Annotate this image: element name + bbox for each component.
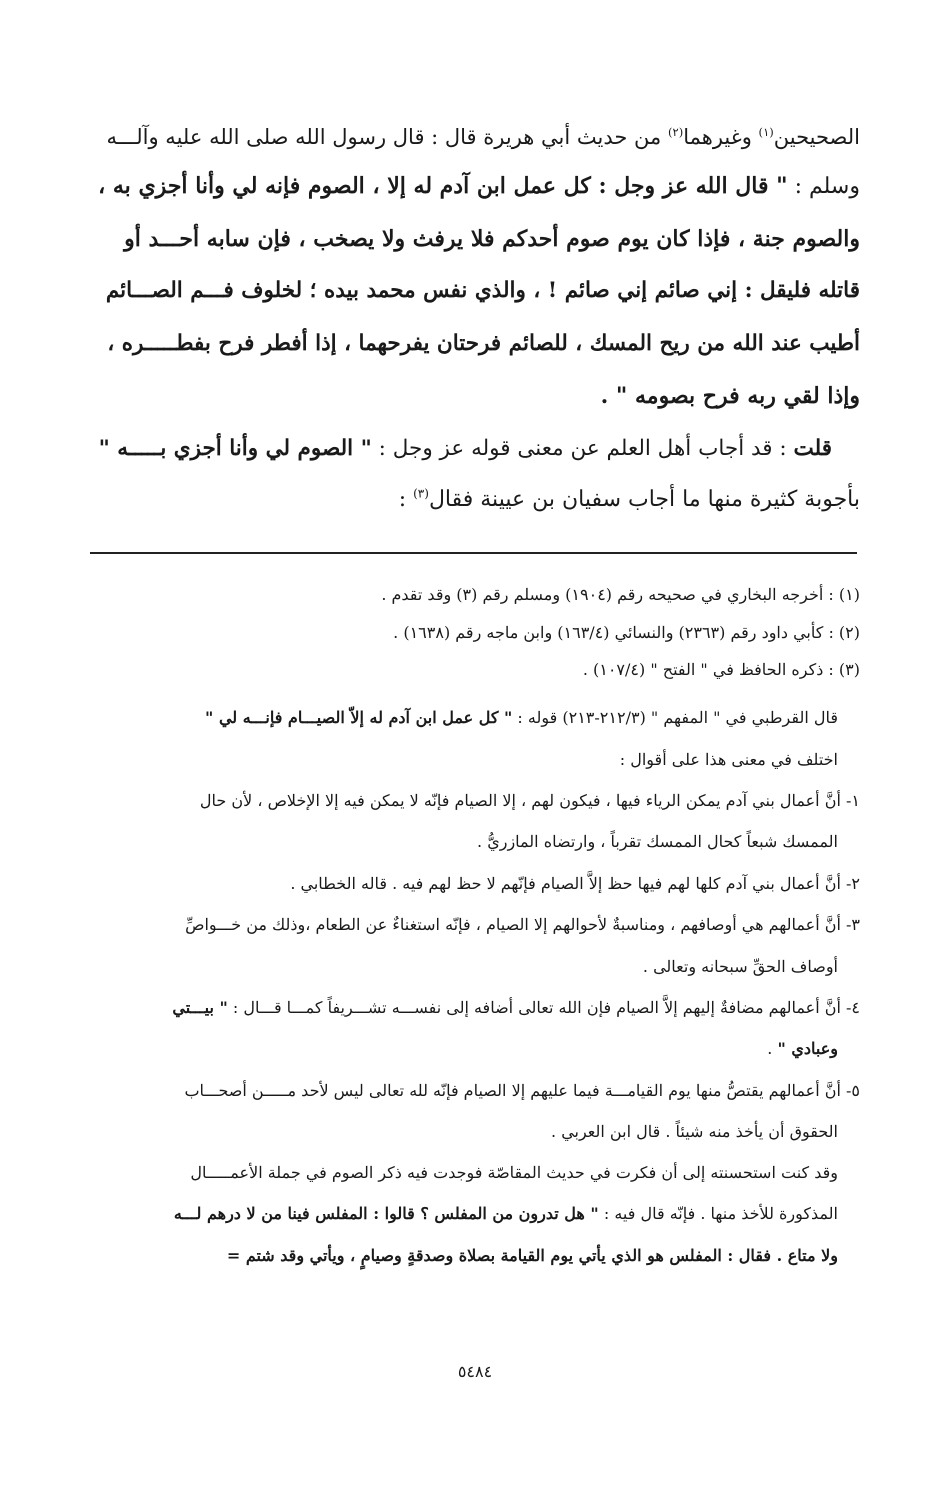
footnote-line: (١) : أخرجه البخاري في صحيحه رقم (١٩٠٤) ومسلم رقم (٣) وقد تقدم . bbox=[381, 585, 860, 604]
text-span: وقد كنت استحسنته إلى أن فكرت في حديث المقاصّة فوجدت فيه ذكر الصوم في جملة الأعمـــــال bbox=[190, 1163, 838, 1182]
text-span: قال القرطبي في " المفهم " (٢١٢/٣-٢١٣) قوله : bbox=[512, 708, 838, 727]
text-span: وسلم : bbox=[787, 174, 860, 199]
main-text-line bbox=[92, 434, 860, 464]
qult-label: قلت bbox=[793, 436, 832, 461]
footnote-marker: (٢) bbox=[667, 125, 684, 139]
hadith-text: " قال الله عز وجل : كل عمل ابن آدم له إلا ، الصوم فإنه لي وأنا أجزي به ، bbox=[98, 173, 788, 199]
text-span: اختلف في معنى هذا على أقوال : bbox=[619, 750, 838, 769]
footnote-line: ٥- أنَّ أعمالهم يقتصُّ منها يوم القيامـــة فيما عليهم إلا الصيام فإنّه لله تعالى ليس لأحد مـــــن أصحـــاب bbox=[184, 1081, 860, 1100]
footnote-line bbox=[92, 1244, 860, 1268]
footnote-line: ٣- أنَّ أعمالهم هي أوصافهم ، ومناسبةٌ لأحوالهم إلا الصيام ، فإنّه استغناءٌ عن الطعام ،وذلك من خـــواصِّ bbox=[185, 915, 860, 934]
quote-text: ولا متاع . فقال : المفلس هو الذي يأتي يوم القيامة بصلاة وصدقةٍ وصيامٍ ، ويأتي وقد شتم = bbox=[226, 1246, 838, 1265]
text-span: : قد أجاب أهل العلم عن معنى قوله عز وجل : bbox=[371, 436, 794, 461]
hadith-text: " الصوم لي وأنا أجزي بـــــه " bbox=[98, 436, 372, 461]
footnote-line bbox=[92, 1161, 860, 1185]
footnote-line bbox=[92, 1037, 860, 1061]
quote-text: وعبادي " bbox=[777, 1039, 838, 1058]
text-span: ٤- أنَّ أعمالهم مضافةٌ إليهم إلاَّ الصيام فإن الله تعالى أضافه إلى نفســـه تشـــريفاً كمـــا قـــال : bbox=[227, 998, 860, 1017]
text-span: من حديث أبي هريرة قال : قال رسول الله صلى الله عليه وآلـــه bbox=[106, 125, 668, 149]
footnote-line bbox=[92, 955, 860, 979]
footnote-line bbox=[92, 748, 860, 772]
text-span: : bbox=[398, 487, 414, 512]
footnote-line: (٣) : ذكره الحافظ في " الفتح " (١٠٧/٤) . bbox=[582, 660, 860, 679]
main-text-line bbox=[92, 122, 860, 152]
footnote-line bbox=[92, 1120, 860, 1144]
footnote-line: (٢) : كأبي داود رقم (٢٣٦٣) والنسائي (١٦٣/٤) وابن ماجه رقم (١٦٣٨) . bbox=[393, 623, 860, 642]
text-span: الصحيحين bbox=[773, 125, 860, 149]
quote-text: " هل تدرون من المفلس ؟ قالوا : المفلس فينا من لا درهم لـــه bbox=[173, 1204, 599, 1223]
footnote-line bbox=[92, 996, 860, 1020]
footnote-marker: (٣) bbox=[413, 486, 429, 501]
main-text-line: قاتله فليقل : إني صائم إني صائم ! ، والذي نفس محمد بيده ؛ لخلوف فـــم الصـــائم bbox=[105, 278, 860, 303]
main-text-line bbox=[92, 171, 860, 202]
page-number: ٥٤٨٤ bbox=[457, 1362, 493, 1381]
footnote-line: ١- أنَّ أعمال بني آدم يمكن الرياء فيها ، فيكون لهم ، إلا الصيام فإنّه لا يمكن فيه إلا الإخلاص ، لأن حال bbox=[199, 791, 860, 810]
text-span: المذكورة للأخذ منها . فإنّه قال فيه : bbox=[598, 1204, 838, 1223]
footnote-line bbox=[92, 706, 860, 730]
footnote-line bbox=[92, 1202, 860, 1226]
text-span: . bbox=[767, 1039, 778, 1058]
text-span: الحقوق أن يأخذ منه شيئاً . قال ابن العربي . bbox=[551, 1122, 838, 1141]
footnote-separator bbox=[90, 552, 857, 554]
footnote-marker: (١) bbox=[758, 125, 774, 139]
text-span: وغيرهما bbox=[683, 125, 759, 149]
footnote-line bbox=[92, 830, 860, 854]
text-span: بأجوبة كثيرة منها ما أجاب سفيان بن عيينة فقال bbox=[428, 487, 860, 512]
text-span: أوصاف الحقِّ سبحانه وتعالى . bbox=[642, 957, 838, 976]
text-span: الممسك شبعاً كحال الممسك تقرباً ، وارتضاه المازريُّ . bbox=[477, 832, 838, 851]
main-text-line: أطيب عند الله من ريح المسك ، للصائم فرحتان يفرحهما ، إذا أفطر فرح بفطـــــره ، bbox=[107, 331, 860, 356]
quote-text: " بيـــتي bbox=[172, 998, 228, 1017]
footnote-line: ٢- أنَّ أعمال بني آدم كلها لهم فيها حظ إلاَّ الصيام فإنّهم لا حظ لهم فيه . قاله الخطابي . bbox=[290, 874, 860, 893]
quote-text: " كل عمل ابن آدم له إلاّ الصيـــام فإنـــه لي " bbox=[205, 708, 513, 727]
main-text-line: والصوم جنة ، فإذا كان يوم صوم أحدكم فلا يرفث ولا يصخب ، فإن سابه أحـــد أو bbox=[124, 226, 860, 252]
main-text-line bbox=[92, 485, 860, 515]
main-text-line: وإذا لقي ربه فرح بصومه " . bbox=[600, 383, 860, 409]
